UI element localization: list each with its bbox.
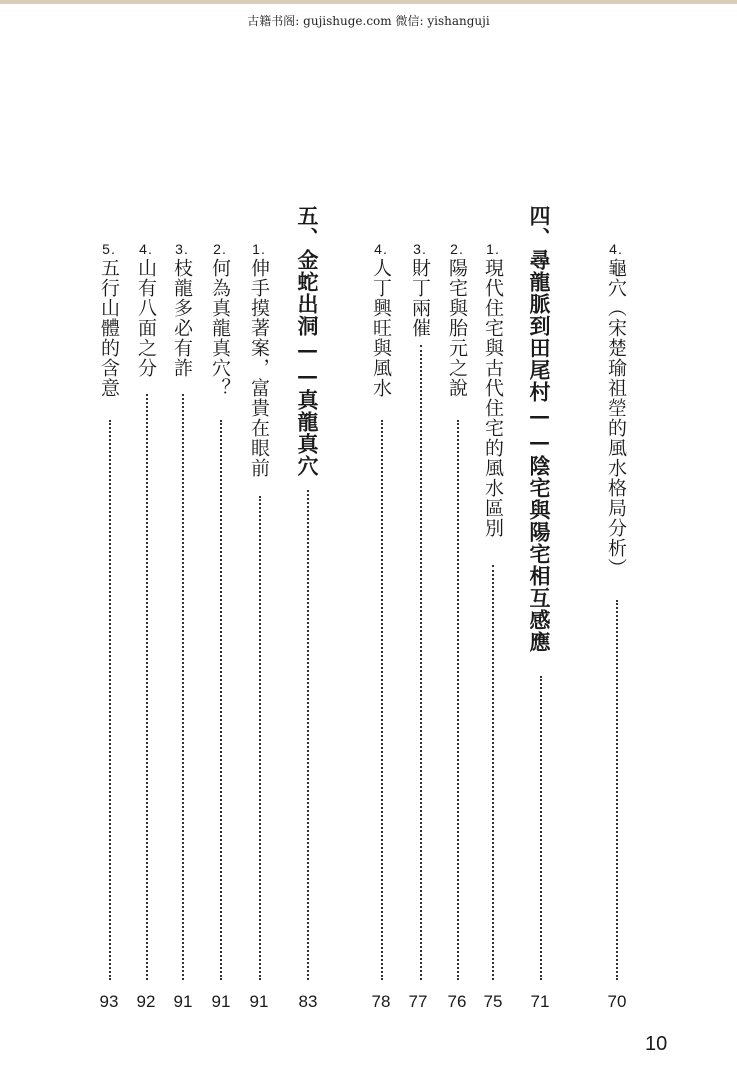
toc-page: 77: [408, 992, 428, 1011]
toc-page: 91: [211, 992, 231, 1011]
toc-number: 2.: [213, 241, 227, 257]
toc-entry-11[interactable]: [96, 240, 122, 398]
toc-page: 92: [136, 992, 156, 1011]
top-border: [0, 0, 737, 4]
toc-page: 75: [483, 992, 503, 1011]
leader-dots: [220, 420, 226, 980]
toc-title: 人丁興旺與風水: [370, 258, 392, 398]
toc-entry-4[interactable]: [407, 240, 433, 338]
toc-title: 現代住宅與古代住宅的風水區別: [482, 258, 504, 538]
leader-dots: [109, 420, 115, 980]
toc-number: 1.: [486, 241, 500, 257]
leader-dots: [457, 420, 463, 980]
toc-title: 山有八面之分: [135, 258, 157, 378]
leader-dots: [540, 676, 546, 980]
leader-dots: [307, 490, 313, 980]
toc-title: 財丁兩催: [409, 258, 431, 338]
toc-number: 5.: [102, 241, 116, 257]
leader-dots: [616, 600, 622, 980]
leader-dots: [259, 496, 265, 980]
toc-title: 枝龍多必有詐: [171, 258, 193, 378]
toc-page: 93: [99, 992, 119, 1011]
toc-title: 五、金蛇出洞——真龍真穴: [295, 205, 320, 477]
toc-entry-7[interactable]: [246, 240, 272, 478]
toc-entry-8[interactable]: [207, 240, 233, 398]
toc-title: 五行山體的含意: [98, 258, 120, 398]
leader-dots: [420, 345, 426, 980]
toc-entry-5[interactable]: [368, 240, 394, 398]
toc-entry-3[interactable]: [444, 240, 470, 398]
toc-title: 何為真龍真穴？: [209, 258, 231, 398]
toc-number: 1.: [252, 241, 266, 257]
toc-page: 91: [249, 992, 269, 1011]
toc-number: 4.: [139, 241, 153, 257]
toc-title: 陽宅與胎元之說: [446, 258, 468, 398]
toc-title: 龜穴（宋楚瑜祖塋的風水格局分析）: [605, 258, 627, 578]
toc-number: 2.: [450, 241, 464, 257]
toc-page: 91: [173, 992, 193, 1011]
toc-page: 78: [371, 992, 391, 1011]
toc-entry-0[interactable]: [603, 240, 629, 578]
site-header: 古籍书阁: gujishuge.com 微信: yishanguji: [247, 14, 490, 28]
page-number: 10: [645, 1033, 668, 1055]
toc-page: 71: [530, 992, 550, 1011]
toc-chapter-5[interactable]: [292, 205, 322, 477]
leader-dots: [146, 394, 152, 980]
toc-title: 四、尋龍脈到田尾村——陰宅與陽宅相互感應: [527, 205, 552, 653]
toc-entry-10[interactable]: [133, 240, 159, 378]
toc-number: 3.: [175, 241, 189, 257]
toc-page: 70: [607, 992, 627, 1011]
toc-chapter-4[interactable]: [524, 205, 554, 653]
leader-dots: [182, 394, 188, 980]
toc-entry-2[interactable]: [480, 240, 506, 538]
toc-title: 伸手摸著案，富貴在眼前: [248, 258, 270, 478]
toc-number: 4.: [374, 241, 388, 257]
leader-dots: [492, 565, 498, 980]
toc-page: 76: [447, 992, 467, 1011]
toc-page: 83: [298, 992, 318, 1011]
toc-number: 3.: [413, 241, 427, 257]
leader-dots: [381, 420, 387, 980]
toc-entry-9[interactable]: [169, 240, 195, 378]
toc-number: 4.: [609, 241, 623, 257]
